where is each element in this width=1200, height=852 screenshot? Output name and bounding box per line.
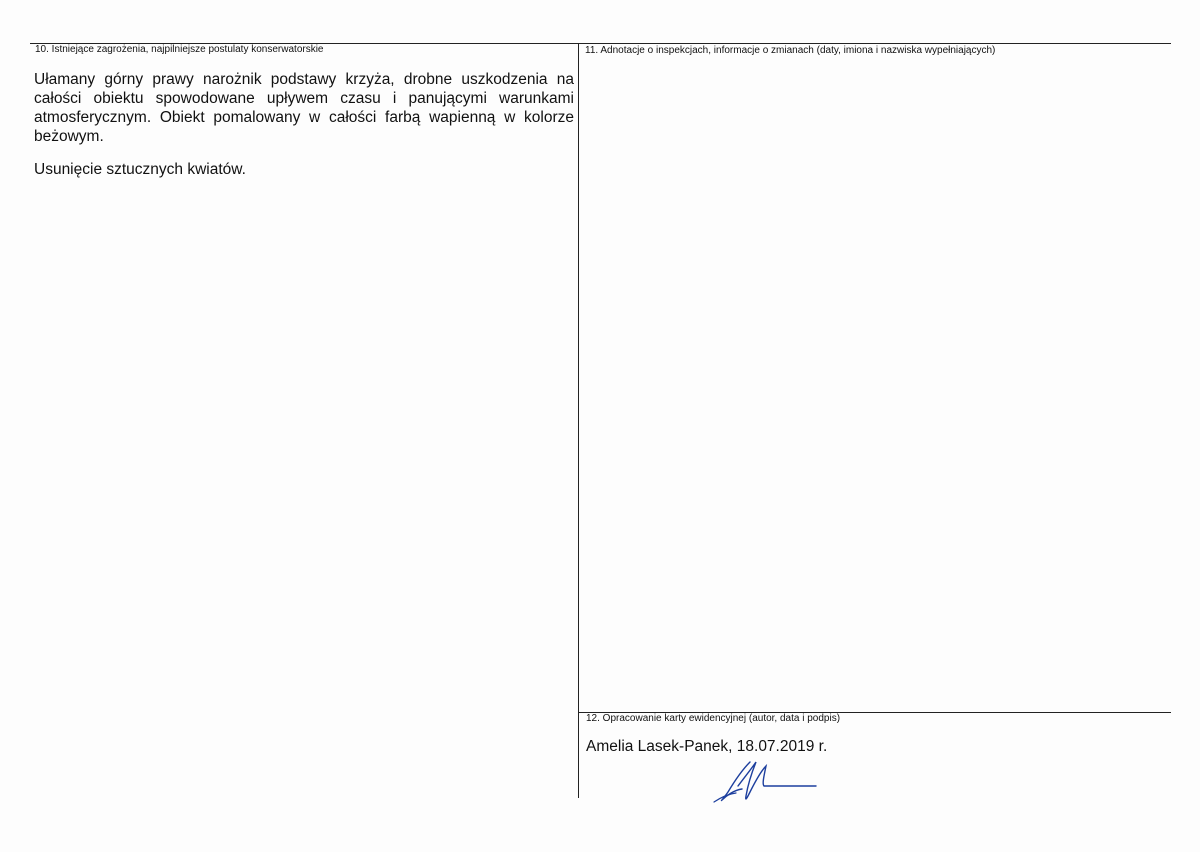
section10-paragraph-damage: Ułamany górny prawy narożnik podstawy krzyża, drobne uszkodzenia na całości obiektu spowodowane upływem czasu i panującymi warunkami atmosferycznym. Obiekt pomalowany w całości farbą wapienną w kolorze beżowym. — [34, 71, 574, 145]
section10-paragraph-recommendation: Usunięcie sztucznych kwiatów. — [34, 161, 246, 178]
handwritten-signature-icon — [712, 756, 822, 806]
section11-label: 11. Adnotacje o inspekcjach, informacje o zmianach (daty, imiona i nazwiska wypełniających) — [585, 45, 996, 56]
section10-content — [34, 70, 574, 193]
section10-label: 10. Istniejące zagrożenia, najpilniejsze postulaty konserwatorskie — [35, 44, 324, 55]
section12-label: 12. Opracowanie karty ewidencyjnej (autor, data i podpis) — [586, 713, 841, 724]
author-date-line: Amelia Lasek-Panek, 18.07.2019 r. — [586, 738, 828, 755]
column-divider-line — [578, 43, 579, 798]
